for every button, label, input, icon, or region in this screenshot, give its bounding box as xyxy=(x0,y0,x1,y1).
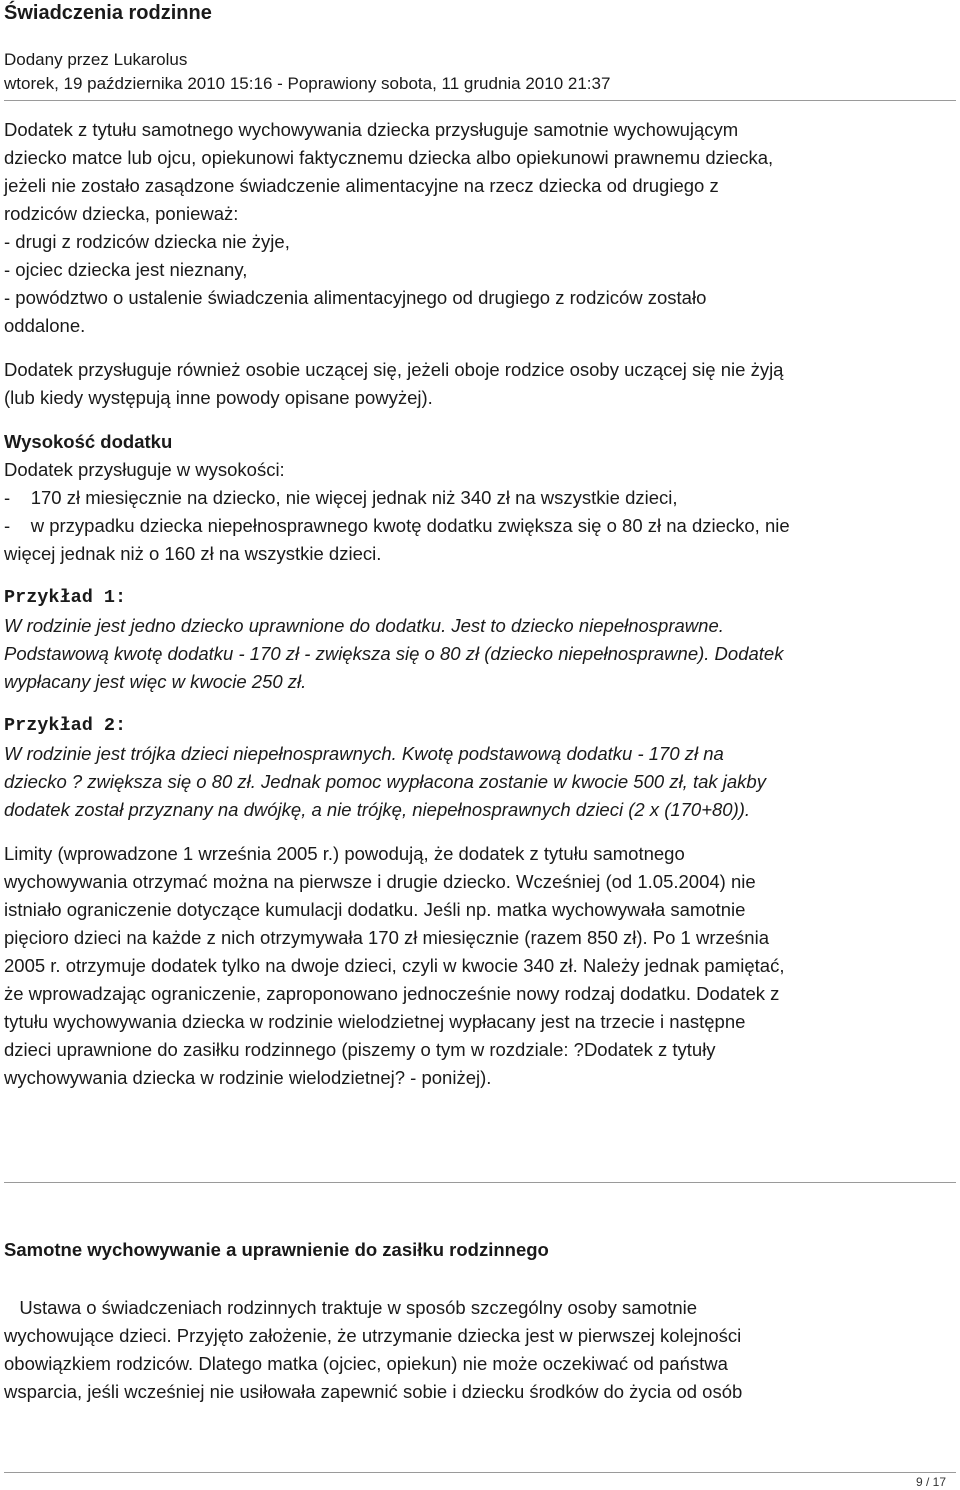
text-line: Dodatek przysługuje w wysokości: xyxy=(4,459,285,480)
also-paragraph xyxy=(4,356,956,412)
text-line: wychowywania otrzymać można na pierwsze i drugie dziecko. Wcześniej (od 1.05.2004) nie xyxy=(4,871,756,892)
text-line: istniało ograniczenie dotyczące kumulacji dodatku. Jeśli np. matka wychowywała samotnie xyxy=(4,899,746,920)
text-line: dziecko matce lub ojcu, opiekunowi faktycznemu dziecka albo opiekunowi prawnemu dziecka, xyxy=(4,147,774,168)
page-title: Świadczenia rodzinne xyxy=(4,2,212,24)
text-line: 2005 r. otrzymuje dodatek tylko na dwoje dzieci, czyli w kwocie 340 zł. Należy jednak pamiętać, xyxy=(4,955,785,976)
section-2-heading: Samotne wychowywanie a uprawnienie do zasiłku rodzinnego xyxy=(4,1239,549,1260)
text-line: Dodatek z tytułu samotnego wychowywania dziecka przysługuje samotnie wychowującym xyxy=(4,119,739,140)
text-line: że wprowadzając ograniczenie, zaproponowano jednocześnie nowy rodzaj dodatku. Dodatek z xyxy=(4,983,780,1004)
text-line: dodatek został przyznany na dwójkę, a nie trójkę, niepełnosprawnych dzieci (2 x (170+80)). xyxy=(4,799,751,820)
amount-heading: Wysokość dodatku xyxy=(4,431,173,452)
amount-section xyxy=(4,428,956,568)
spacer xyxy=(4,412,956,428)
text-line: Dodatek przysługuje również osobie uczącej się, jeżeli oboje rodzice osoby uczącej się nie żyją xyxy=(4,359,784,380)
text-line: oddalone. xyxy=(4,315,86,336)
text-line: W rodzinie jest jedno dziecko uprawnione do dodatku. Jest to dziecko niepełnosprawne. xyxy=(4,615,724,636)
section-divider xyxy=(4,1182,956,1183)
text-line: Limity (wprowadzone 1 września 2005 r.) powodują, że dodatek z tytułu samotnego xyxy=(4,843,685,864)
text-line: obowiązkiem rodziców. Dlatego matka (ojciec, opiekun) nie może oczekiwać od państwa xyxy=(4,1353,728,1374)
text-line: W rodzinie jest trójka dzieci niepełnosprawnych. Kwotę podstawową dodatku - 170 zł na xyxy=(4,743,724,764)
header-divider xyxy=(4,100,956,101)
text-line: więcej jednak niż o 160 zł na wszystkie dzieci. xyxy=(4,543,382,564)
text-line: wypłacany jest więc w kwocie 250 zł. xyxy=(4,671,307,692)
text-line: - drugi z rodziców dziecka nie żyje, xyxy=(4,231,290,252)
text-line: - ojciec dziecka jest nieznany, xyxy=(4,259,248,280)
text-line: (lub kiedy występują inne powody opisane powyżej). xyxy=(4,387,433,408)
text-line: Ustawa o świadczeniach rodzinnych traktuje w sposób szczególny osoby samotnie xyxy=(4,1297,698,1318)
text-line: Podstawową kwotę dodatku - 170 zł - zwiększa się o 80 zł (dziecko niepełnosprawne). Dodatek xyxy=(4,643,784,664)
footer-divider xyxy=(4,1472,956,1473)
section-2 xyxy=(4,1236,956,1406)
example-1 xyxy=(4,584,956,696)
article-body xyxy=(4,116,956,1092)
text-line: dzieci uprawnione do zasiłku rodzinnego (piszemy o tym w rozdziale: ?Dodatek z tytuły xyxy=(4,1039,716,1060)
example-2 xyxy=(4,712,956,824)
spacer xyxy=(4,568,956,584)
spacer xyxy=(4,340,956,356)
text-line: wsparcia, jeśli wcześniej nie usiłowała zapewnić sobie i dziecku środków do życia od osób xyxy=(4,1381,743,1402)
text-line: dziecko ? zwiększa się o 80 zł. Jednak pomoc wypłacona zostanie w kwocie 500 zł, tak jakby xyxy=(4,771,766,792)
limits-paragraph xyxy=(4,840,956,1092)
text-line: wychowywania dziecka w rodzinie wielodzietnej? - poniżej). xyxy=(4,1067,492,1088)
text-line: pięcioro dzieci na każde z nich otrzymywała 170 zł miesięcznie (razem 850 zł). Po 1 września xyxy=(4,927,769,948)
article-meta xyxy=(4,48,610,96)
page-number: 9 / 17 xyxy=(915,1475,946,1489)
author-line: Dodany przez Lukarolus xyxy=(4,50,188,69)
text-line: tytułu wychowywania dziecka w rodzinie wielodzietnej wypłacany jest na trzecie i następne xyxy=(4,1011,746,1032)
text-line: jeżeli nie zostało zasądzone świadczenie alimentacyjne na rzecz dziecka od drugiego z xyxy=(4,175,719,196)
spacer xyxy=(4,824,956,840)
spacer xyxy=(4,696,956,712)
text-line: rodziców dziecka, ponieważ: xyxy=(4,203,239,224)
example-2-heading: Przykład 2: xyxy=(4,715,127,736)
text-line: - 170 zł miesięcznie na dziecko, nie więcej jednak niż 340 zł na wszystkie dzieci, xyxy=(4,487,678,508)
example-1-heading: Przykład 1: xyxy=(4,587,127,608)
text-line: - powództwo o ustalenie świadczenia alimentacyjnego od drugiego z rodziców zostało xyxy=(4,287,707,308)
date-line: wtorek, 19 października 2010 15:16 - Poprawiony sobota, 11 grudnia 2010 21:37 xyxy=(4,74,611,93)
intro-paragraph xyxy=(4,116,956,340)
text-line: wychowujące dzieci. Przyjęto założenie, że utrzymanie dziecka jest w pierwszej kolejności xyxy=(4,1325,742,1346)
text-line: - w przypadku dziecka niepełnosprawnego kwotę dodatku zwiększa się o 80 zł na dziecko, nie xyxy=(4,515,790,536)
